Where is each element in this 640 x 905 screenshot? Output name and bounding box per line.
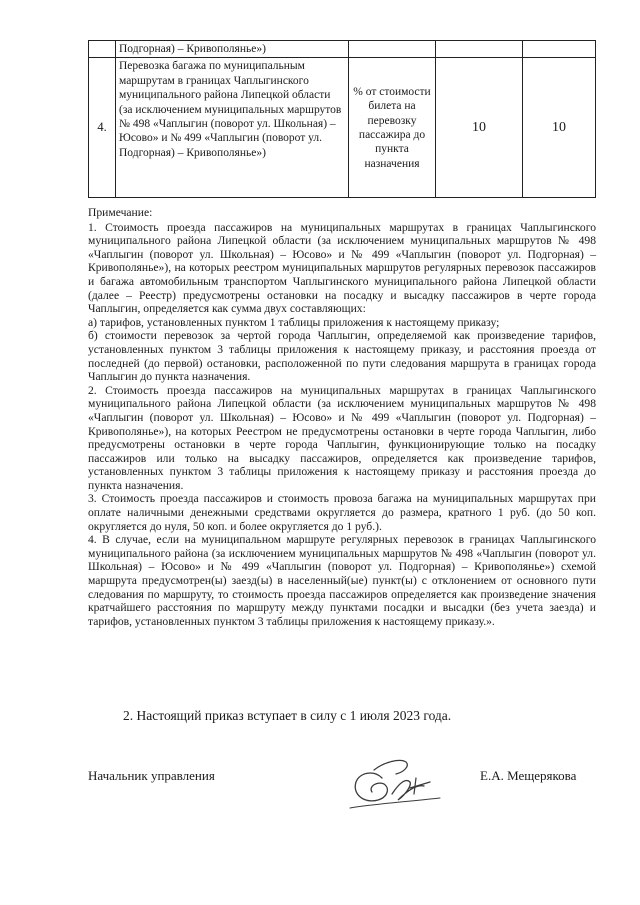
note-item: 1. Стоимость проезда пассажиров на муниципальных маршрутах в границах Чаплыгинского муниципального района Липецкой области (за исключением муниципальных маршрутов № 498 «Чаплыгин (поворот ул. Школьная) – Юсово» и № 499 «Чаплыгин (поворот ул. Подгорная) – Кривополянье»), на которых реестром муниципальных маршрутов регулярных перевозок пассажиров и багажа автомобильным транспортом Чаплыгинского муниципального района Липецкой области (далее – Реестр) предусмотрены остановки на посадку и высадку пассажиров в черте города Чаплыгин, определяется как сумма двух составляющих:	[88, 220, 596, 316]
table-row	[89, 41, 596, 58]
row-unit-cell	[349, 41, 436, 58]
note-item: а) тарифов, установленных пунктом 1 таблицы приложения к настоящему приказу;	[88, 315, 500, 329]
handwritten-signature	[344, 748, 448, 816]
notes-heading: Примечание:	[88, 206, 153, 219]
row-number-cell: 4.	[89, 58, 116, 198]
row-value-2-cell: 10	[523, 58, 596, 198]
notes-section	[88, 206, 596, 628]
tariff-table	[88, 40, 596, 198]
note-item: 4. В случае, если на муниципальном маршруте регулярных перевозок в границах Чаплыгинского муниципального района (за исключением муниципальных маршрутов № 498 «Чаплыгин (поворот ул. Школьная) – Юсово» и № 499 «Чаплыгин (поворот ул. Подгорная) – Кривополянье») схемой маршрута предусмотрен(ы) заезд(ы) в населенный(ые) пункт(ы) с отклонением от основного пути следования по маршруту, то стоимость проезда пассажиров определяется как произведение значения кратчайшего расстояния по маршруту между пунктами посадки и высадки (без учета заезда) и тарифов, установленных пунктом 3 таблицы приложения к настоящему приказу.».	[88, 533, 596, 628]
row-value-1-cell	[436, 41, 523, 58]
note-item: б) стоимости перевозок за чертой города Чаплыгин, определяемой как произведение тарифов, установленных пунктом 3 таблицы приложения к настоящему приказу, и расстояния проезда от последней (до первой) остановки, расположенной по пути следования маршрута в границах города Чаплыгин до пункта назначения.	[88, 329, 596, 384]
row-value-1-cell: 10	[436, 58, 523, 198]
row-description-cell: Перевозка багажа по муниципальным маршрутам в границах Чаплыгинского муниципального района Липецкой области (за исключением муниципальных маршрутов № 498 «Чаплыгин (поворот ул. Школьная) – Юсово» и № 499 «Чаплыгин (поворот ул. Подгорная) – Кривополянье»)	[116, 58, 349, 198]
row-value-2-cell	[523, 41, 596, 58]
signatory-name: Е.А. Мещерякова	[480, 768, 577, 783]
note-item: 3. Стоимость проезда пассажиров и стоимость провоза багажа на муниципальных маршрутах при оплате наличными денежными средствами округляется до размера, кратного 1 руб. (до 50 коп. округляется до нуля, 50 коп. и более округляется до 1 руб.).	[88, 492, 596, 533]
note-item: 2. Стоимость проезда пассажиров на муниципальных маршрутах в границах Чаплыгинского муниципального района Липецкой области (за исключением муниципальных маршрутов № 498 «Чаплыгин (поворот ул. Школьная) – Юсово» и № 499 «Чаплыгин (поворот ул. Подгорная) – Кривополянье»), на которых Реестром не предусмотрены остановки в черте города Чаплыгин, либо предусмотрены остановки в черте города Чаплыгин, функционирующие только на посадку пассажиров или только на высадку пассажиров, определяется как произведение тарифов, установленных пунктом 3 таблицы приложения к настоящему приказу и расстояния проезда до пункта назначения.	[88, 383, 596, 492]
row-number-cell	[89, 41, 116, 58]
row-unit-cell: % от стоимости билета на перевозку пассажира до пункта назначения	[349, 58, 436, 198]
row-description-cell: Подгорная) – Кривополянье»)	[116, 41, 349, 58]
clause-effective-date: 2. Настоящий приказ вступает в силу с 1 июля 2023 года.	[123, 708, 452, 723]
table-row	[89, 58, 596, 198]
signatory-title: Начальник управления	[88, 768, 215, 783]
